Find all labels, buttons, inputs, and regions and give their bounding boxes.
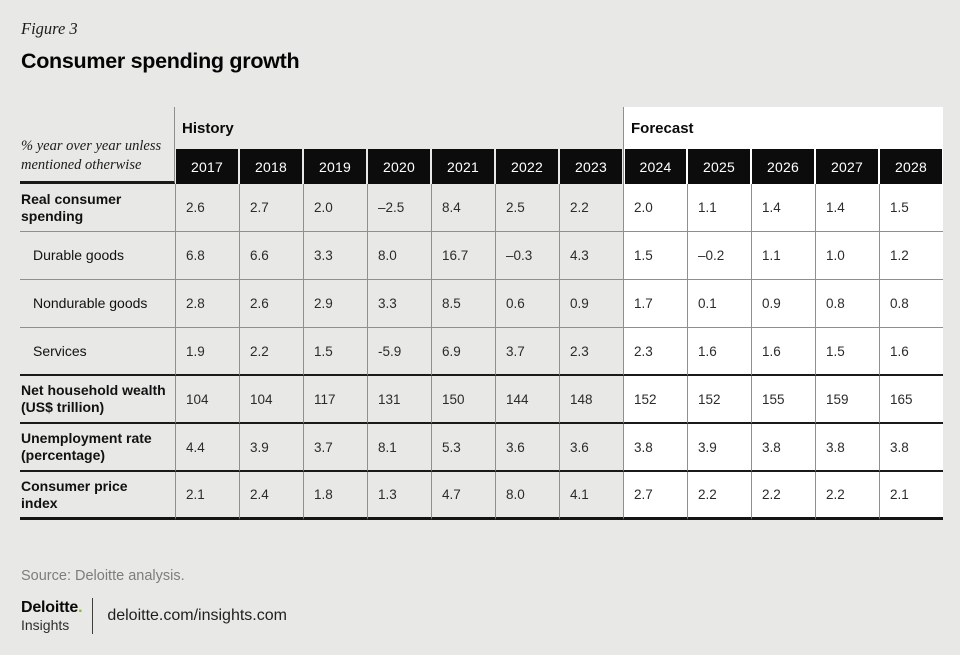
year-header-label: 2026 [752,149,814,184]
data-cell: 1.8 [303,472,367,520]
data-cell: 3.8 [879,424,943,472]
year-header-2021 [431,149,495,184]
data-cell: 2.8 [175,280,239,328]
data-cell: 1.4 [751,184,815,232]
year-header-label: 2024 [625,149,686,184]
data-cell: 2.6 [239,280,303,328]
row-label: Services [20,328,175,376]
data-cell: 144 [495,376,559,424]
data-cell: 1.0 [815,232,879,280]
data-cell: 3.9 [239,424,303,472]
data-cell: 2.2 [687,472,751,520]
data-cell: 3.3 [303,232,367,280]
data-cell: 0.1 [687,280,751,328]
year-header-2026 [751,149,815,184]
year-header-label: 2018 [240,149,302,184]
year-header-label: 2020 [368,149,430,184]
data-cell: 2.3 [559,328,623,376]
data-cell: 2.2 [559,184,623,232]
row-label: Consumer price index [20,472,175,520]
year-header-label: 2021 [432,149,494,184]
data-cell: 165 [879,376,943,424]
year-header-2018 [239,149,303,184]
data-cell: –0.3 [495,232,559,280]
data-cell: 131 [367,376,431,424]
data-cell: 3.8 [815,424,879,472]
row-label: Nondurable goods [20,280,175,328]
data-cell: 8.5 [431,280,495,328]
data-cell: 8.0 [495,472,559,520]
data-cell: 3.7 [303,424,367,472]
data-cell: 3.8 [751,424,815,472]
year-header-2025 [687,149,751,184]
data-cell: 1.1 [687,184,751,232]
data-cell: 16.7 [431,232,495,280]
data-cell: 1.6 [751,328,815,376]
year-header-2017 [175,149,239,184]
data-cell: 3.9 [687,424,751,472]
year-header-2028 [879,149,943,184]
data-cell: -5.9 [367,328,431,376]
data-cell: 1.5 [303,328,367,376]
data-cell: 6.8 [175,232,239,280]
data-cell: 1.5 [623,232,687,280]
data-cell: 4.1 [559,472,623,520]
data-cell: 1.1 [751,232,815,280]
data-cell: 104 [239,376,303,424]
data-cell: 2.3 [623,328,687,376]
data-cell: 2.7 [623,472,687,520]
data-cell: 148 [559,376,623,424]
footer [21,598,960,634]
year-header-label: 2019 [304,149,366,184]
data-cell: 2.7 [239,184,303,232]
data-cell: –0.2 [687,232,751,280]
data-cell: 2.6 [175,184,239,232]
data-cell: 6.6 [239,232,303,280]
data-cell: 2.0 [623,184,687,232]
data-cell: 1.9 [175,328,239,376]
row-label: Durable goods [20,232,175,280]
page-title: Consumer spending growth [21,49,300,73]
data-cell: 8.1 [367,424,431,472]
data-cell: 0.6 [495,280,559,328]
source-note: Source: Deloitte analysis. [21,568,185,584]
brand-green-dot-icon: . [78,599,83,616]
data-cell: 2.0 [303,184,367,232]
data-cell: 150 [431,376,495,424]
year-header-2020 [367,149,431,184]
data-cell: 0.8 [879,280,943,328]
data-cell: 2.4 [239,472,303,520]
data-cell: 2.2 [239,328,303,376]
data-cell: 2.1 [175,472,239,520]
table-unit-note [20,107,175,184]
data-cell: 8.4 [431,184,495,232]
data-cell: 3.3 [367,280,431,328]
data-cell: 2.2 [751,472,815,520]
data-cell: 4.7 [431,472,495,520]
year-header-2022 [495,149,559,184]
brand-wordmark: Deloitte. [21,599,83,616]
data-cell: 0.9 [559,280,623,328]
data-cell: 1.3 [367,472,431,520]
data-cell: 155 [751,376,815,424]
year-header-2019 [303,149,367,184]
data-cell: 1.5 [879,184,943,232]
table-unit-note-text: % year over year unless mentioned otherwise [21,137,162,173]
figure-number-label: Figure 3 [21,19,78,38]
data-cell: 1.6 [687,328,751,376]
row-label: Real consumer spending [20,184,175,232]
data-cell: 152 [623,376,687,424]
year-header-label: 2028 [880,149,942,184]
year-header-2023 [559,149,623,184]
data-cell: 104 [175,376,239,424]
data-cell: 1.7 [623,280,687,328]
data-cell: 3.6 [559,424,623,472]
data-cell: 3.7 [495,328,559,376]
data-cell: 3.6 [495,424,559,472]
data-table [20,107,943,520]
row-label: Net household wealth (US$ trillion) [20,376,175,424]
history-group-header: History [182,119,234,137]
data-cell: 1.2 [879,232,943,280]
footer-divider [92,598,93,634]
deloitte-insights-logo [21,600,82,632]
footer-url: deloitte.com/insights.com [107,607,287,624]
data-cell: 5.3 [431,424,495,472]
data-cell: 1.5 [815,328,879,376]
data-cell: 4.4 [175,424,239,472]
data-cell: 4.3 [559,232,623,280]
data-cell: 2.9 [303,280,367,328]
data-cell: 152 [687,376,751,424]
data-cell: 6.9 [431,328,495,376]
data-cell: 2.5 [495,184,559,232]
year-header-2027 [815,149,879,184]
brand-subtitle: Insights [21,617,70,633]
year-header-2024 [623,149,687,184]
year-header-label: 2017 [176,149,238,184]
data-cell: 2.1 [879,472,943,520]
data-cell: 3.8 [623,424,687,472]
year-header-label: 2025 [688,149,750,184]
data-cell: 0.8 [815,280,879,328]
year-header-label: 2022 [496,149,558,184]
data-cell: 8.0 [367,232,431,280]
data-cell: –2.5 [367,184,431,232]
data-cell: 159 [815,376,879,424]
data-cell: 2.2 [815,472,879,520]
data-cell: 0.9 [751,280,815,328]
forecast-group-header: Forecast [623,107,943,149]
data-cell: 117 [303,376,367,424]
year-header-label: 2023 [560,149,622,184]
year-header-label: 2027 [816,149,878,184]
row-label: Unemployment rate (percentage) [20,424,175,472]
data-cell: 1.6 [879,328,943,376]
data-cell: 1.4 [815,184,879,232]
